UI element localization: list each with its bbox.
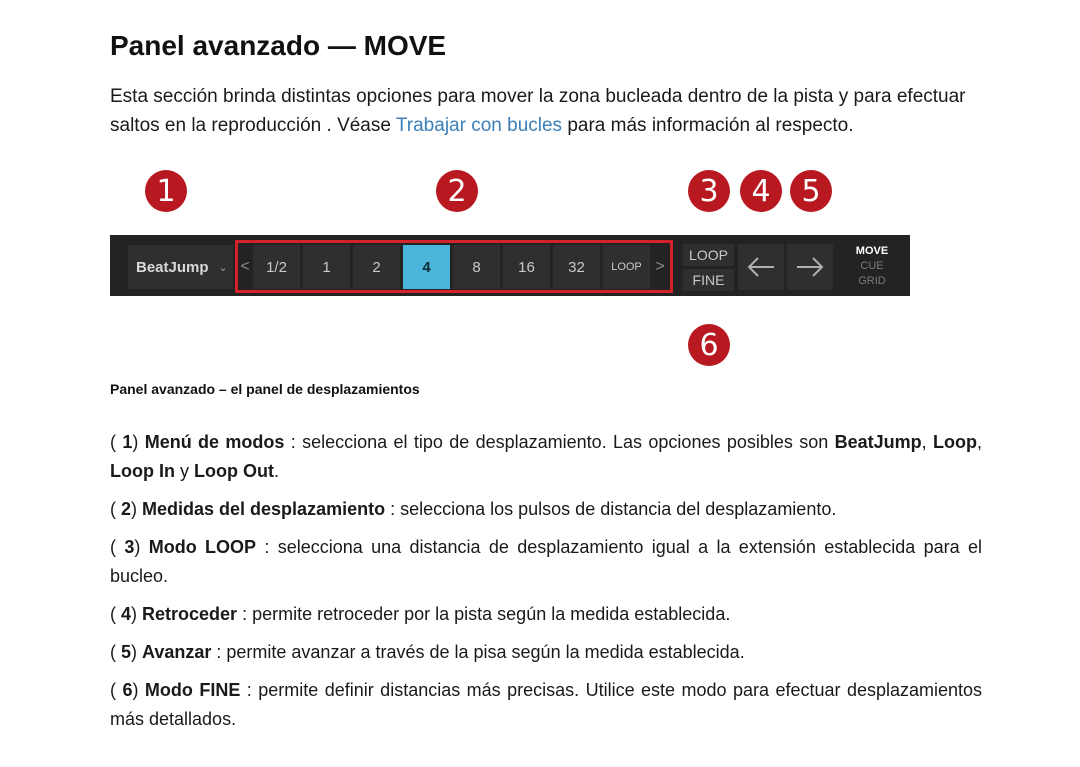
item-title: Medidas del desplazamiento [142, 499, 386, 519]
item-title: Retroceder [142, 604, 238, 624]
arrow-left-icon [746, 256, 776, 278]
list-item: ( 6) Modo FINE : permite definir distancias más precisas. Utilice este modo para efectuar desplazamientos más detallados. [110, 680, 983, 729]
list-item: ( 4) Retroceder : permite retroceder por la pista según la medida establecida. [110, 604, 731, 624]
tab-cue[interactable]: CUE [860, 260, 884, 272]
size-button-1[interactable]: 1 [303, 245, 350, 289]
list-item: ( 2) Medidas del desplazamiento : selecciona los pulsos de distancia del desplazamiento. [110, 499, 837, 519]
jump-back-button[interactable] [738, 244, 784, 290]
callout-1: 1 [145, 170, 187, 212]
size-button-16[interactable]: 16 [503, 245, 550, 289]
callout-3: 3 [688, 170, 730, 212]
size-button-8[interactable]: 8 [453, 245, 500, 289]
intro-paragraph [110, 82, 990, 140]
tab-grid[interactable]: GRID [858, 275, 886, 287]
intro-text-before: Esta sección brinda distintas opciones para mover la zona bucleada dentro de la pista y para efectuar saltos en la reproducción . Véase [110, 86, 966, 136]
list-item: ( 5) Avanzar : permite avanzar a través de la pisa según la medida establecida. [110, 642, 745, 662]
list-item: ( 1) Menú de modos : selecciona el tipo de desplazamiento. Las opciones posibles son BeatJump, Loop, Loop In y Loop Out. [110, 432, 982, 481]
jump-size-selector [237, 245, 673, 289]
list-item: ( 3) Modo LOOP : selecciona una distancia de desplazamiento igual a la extensión establecida para el bucleo. [110, 537, 982, 586]
callout-2: 2 [436, 170, 478, 212]
description-list [110, 428, 982, 743]
item-title: Modo FINE [144, 680, 241, 700]
tab-move[interactable]: MOVE [855, 245, 889, 257]
callout-4: 4 [740, 170, 782, 212]
arrow-right-icon [795, 256, 825, 278]
fine-mode-button[interactable]: FINE [683, 269, 734, 291]
chevron-right-icon[interactable]: > [655, 258, 665, 275]
chevron-left-icon[interactable]: < [240, 258, 250, 275]
figure-caption: Panel avanzado – el panel de desplazamientos [110, 381, 420, 397]
chevron-down-icon: ⌄ [218, 261, 228, 274]
intro-text-after: para más información al respecto. [562, 115, 854, 136]
mode-menu-label: BeatJump [136, 258, 209, 276]
item-title: Menú de modos [144, 432, 285, 452]
page-title: Panel avanzado — MOVE [110, 30, 447, 61]
link-trabajar-con-bucles[interactable]: Trabajar con bucles [395, 115, 563, 136]
loop-mode-button[interactable]: LOOP [683, 244, 734, 266]
callout-6: 6 [688, 324, 730, 366]
size-button-4[interactable]: 4 [403, 245, 450, 289]
size-button-1-2[interactable]: 1/2 [253, 245, 300, 289]
callout-5: 5 [790, 170, 832, 212]
item-title: Avanzar [142, 642, 212, 662]
panel-tabs [842, 244, 902, 289]
size-button-2[interactable]: 2 [353, 245, 400, 289]
size-button-loop[interactable]: LOOP [603, 245, 650, 289]
item-title: Modo LOOP [148, 537, 257, 557]
mode-menu-dropdown[interactable] [128, 245, 233, 289]
jump-forward-button[interactable] [787, 244, 833, 290]
size-button-32[interactable]: 32 [553, 245, 600, 289]
